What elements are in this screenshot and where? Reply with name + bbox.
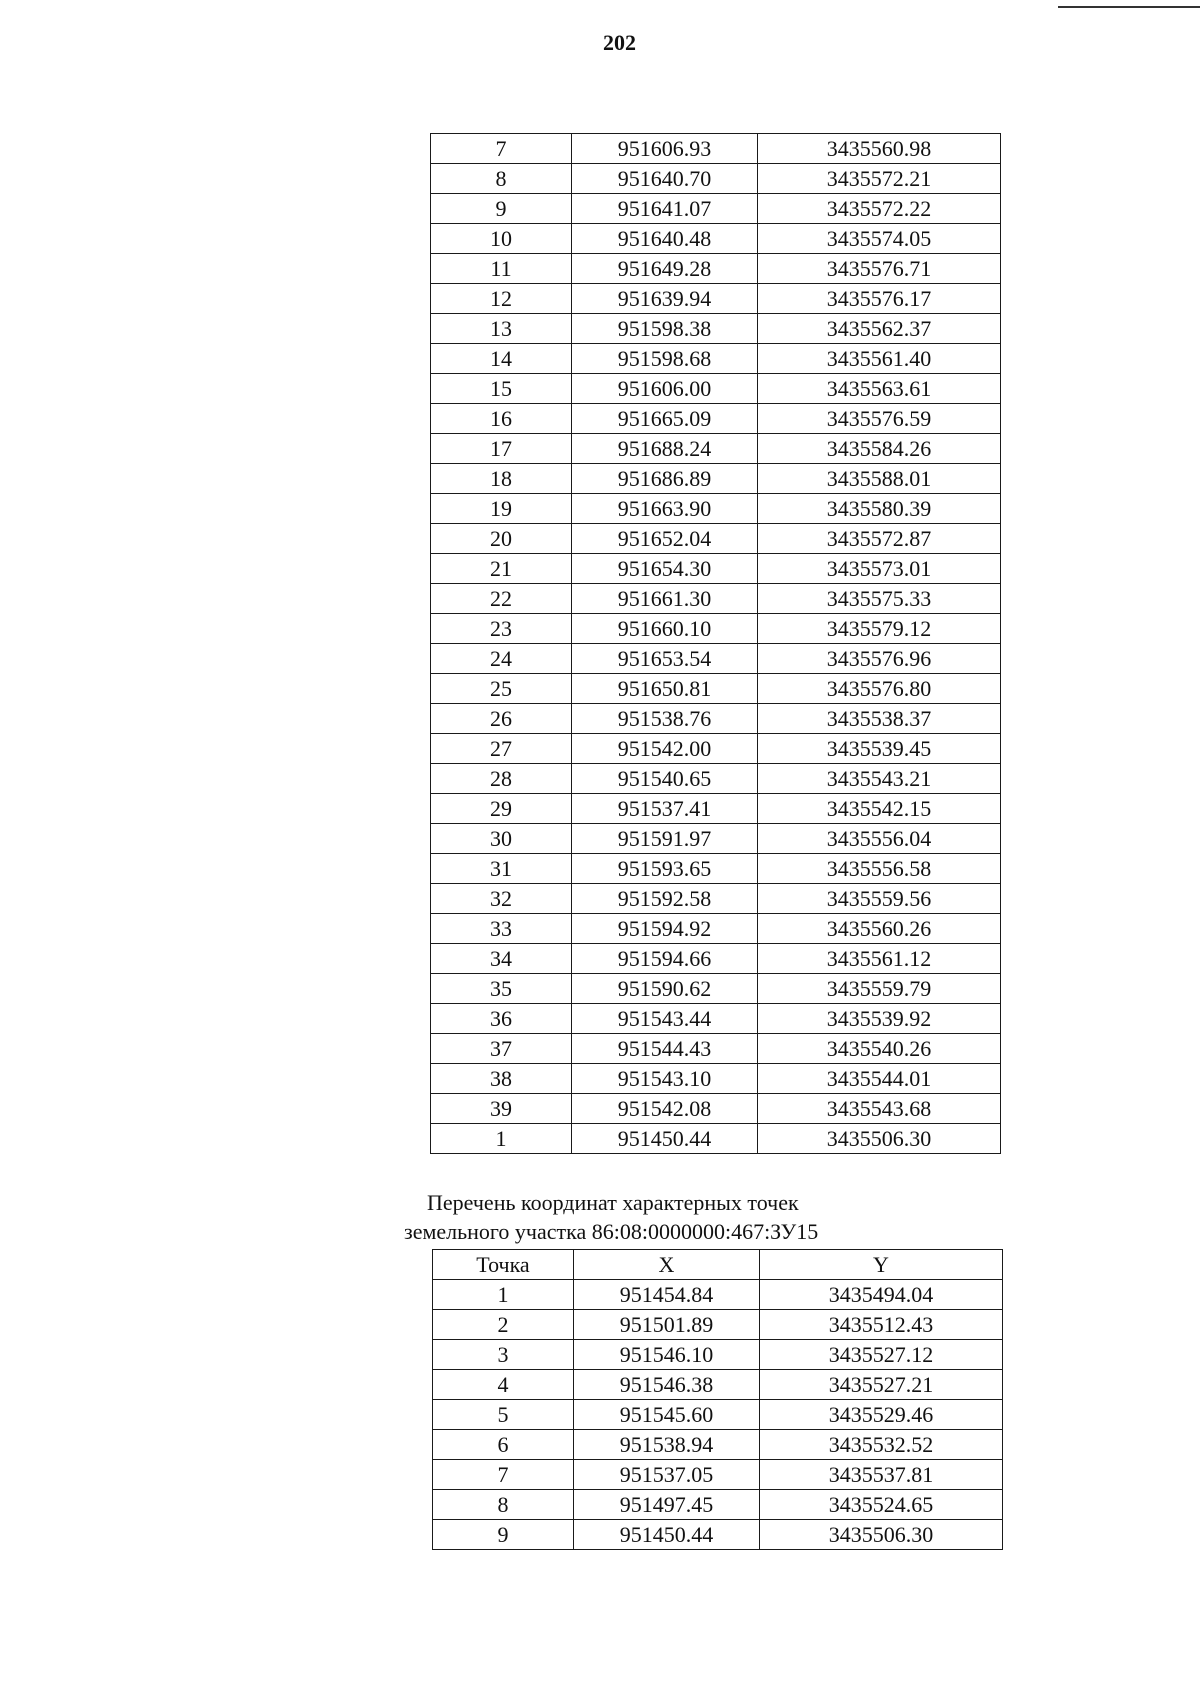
cell-point: 36	[431, 1004, 572, 1034]
table-row	[431, 1094, 1001, 1124]
table-row	[431, 554, 1001, 584]
table-row	[431, 1004, 1001, 1034]
table-row	[431, 974, 1001, 1004]
cell-x: 951639.94	[572, 284, 758, 314]
cell-x: 951688.24	[572, 434, 758, 464]
cell-y: 3435506.30	[760, 1520, 1003, 1550]
cell-x: 951537.05	[574, 1460, 760, 1490]
cell-y: 3435562.37	[758, 314, 1001, 344]
coordinates-table-continued	[430, 133, 1001, 1154]
cell-x: 951546.38	[574, 1370, 760, 1400]
cell-point: 39	[431, 1094, 572, 1124]
cell-y: 3435584.26	[758, 434, 1001, 464]
cell-x: 951594.66	[572, 944, 758, 974]
cell-point: 20	[431, 524, 572, 554]
table-caption-line-1: Перечень координат характерных точек	[427, 1190, 799, 1215]
table-row	[431, 734, 1001, 764]
table-row	[433, 1460, 1003, 1490]
cell-y: 3435527.21	[760, 1370, 1003, 1400]
table-row	[433, 1370, 1003, 1400]
cell-y: 3435527.12	[760, 1340, 1003, 1370]
table-row	[433, 1430, 1003, 1460]
cell-point: 27	[431, 734, 572, 764]
cell-point: 7	[433, 1460, 574, 1490]
cell-point: 7	[431, 134, 572, 164]
cell-y: 3435539.45	[758, 734, 1001, 764]
header-x: X	[574, 1250, 760, 1280]
cell-point: 3	[433, 1340, 574, 1370]
cell-y: 3435572.87	[758, 524, 1001, 554]
table-row	[431, 1064, 1001, 1094]
cell-y: 3435576.17	[758, 284, 1001, 314]
table-header-row	[433, 1250, 1003, 1280]
cell-x: 951649.28	[572, 254, 758, 284]
cell-point: 28	[431, 764, 572, 794]
table-row	[433, 1490, 1003, 1520]
cell-point: 16	[431, 404, 572, 434]
cell-x: 951497.45	[574, 1490, 760, 1520]
cell-y: 3435559.79	[758, 974, 1001, 1004]
cell-point: 24	[431, 644, 572, 674]
table-row	[431, 884, 1001, 914]
table-caption-line-2: земельного участка 86:08:0000000:467:ЗУ15	[404, 1219, 819, 1244]
table-row	[431, 284, 1001, 314]
cell-point: 17	[431, 434, 572, 464]
cell-point: 22	[431, 584, 572, 614]
cell-x: 951593.65	[572, 854, 758, 884]
cell-point: 33	[431, 914, 572, 944]
cell-point: 1	[433, 1280, 574, 1310]
cell-point: 12	[431, 284, 572, 314]
table-row	[431, 1124, 1001, 1154]
cell-point: 14	[431, 344, 572, 374]
cell-y: 3435588.01	[758, 464, 1001, 494]
table-row	[431, 914, 1001, 944]
cell-x: 951606.93	[572, 134, 758, 164]
cell-x: 951542.08	[572, 1094, 758, 1124]
page-number: 202	[603, 30, 636, 55]
cell-x: 951545.60	[574, 1400, 760, 1430]
cell-y: 3435576.59	[758, 404, 1001, 434]
cell-point: 34	[431, 944, 572, 974]
table-row	[431, 464, 1001, 494]
cell-x: 951543.10	[572, 1064, 758, 1094]
cell-y: 3435538.37	[758, 704, 1001, 734]
cell-x: 951542.00	[572, 734, 758, 764]
cell-point: 6	[433, 1430, 574, 1460]
cell-point: 2	[433, 1310, 574, 1340]
cell-point: 15	[431, 374, 572, 404]
table-row	[433, 1520, 1003, 1550]
cell-x: 951660.10	[572, 614, 758, 644]
table-row	[431, 494, 1001, 524]
cell-x: 951653.54	[572, 644, 758, 674]
cell-point: 26	[431, 704, 572, 734]
cell-x: 951665.09	[572, 404, 758, 434]
cell-y: 3435575.33	[758, 584, 1001, 614]
cell-x: 951686.89	[572, 464, 758, 494]
table-row	[433, 1310, 1003, 1340]
table-row	[431, 194, 1001, 224]
cell-point: 32	[431, 884, 572, 914]
cell-x: 951540.65	[572, 764, 758, 794]
table-row	[433, 1340, 1003, 1370]
cell-x: 951661.30	[572, 584, 758, 614]
cell-y: 3435556.58	[758, 854, 1001, 884]
cell-x: 951591.97	[572, 824, 758, 854]
table-row	[431, 134, 1001, 164]
cell-point: 8	[431, 164, 572, 194]
header-point: Точка	[433, 1250, 574, 1280]
cell-point: 4	[433, 1370, 574, 1400]
cell-y: 3435543.68	[758, 1094, 1001, 1124]
coordinates-table-body	[433, 1280, 1003, 1550]
table-row	[431, 944, 1001, 974]
cell-y: 3435539.92	[758, 1004, 1001, 1034]
cell-y: 3435542.15	[758, 794, 1001, 824]
cell-point: 13	[431, 314, 572, 344]
cell-x: 951654.30	[572, 554, 758, 584]
cell-y: 3435561.40	[758, 344, 1001, 374]
cell-y: 3435560.26	[758, 914, 1001, 944]
cell-y: 3435572.22	[758, 194, 1001, 224]
cell-point: 19	[431, 494, 572, 524]
cell-y: 3435506.30	[758, 1124, 1001, 1154]
cell-point: 38	[431, 1064, 572, 1094]
table-row	[431, 314, 1001, 344]
cell-y: 3435544.01	[758, 1064, 1001, 1094]
cell-x: 951606.00	[572, 374, 758, 404]
cell-point: 35	[431, 974, 572, 1004]
cell-x: 951538.94	[574, 1430, 760, 1460]
cell-point: 18	[431, 464, 572, 494]
table-row	[431, 224, 1001, 254]
table-row	[433, 1280, 1003, 1310]
cell-x: 951450.44	[572, 1124, 758, 1154]
cell-y: 3435559.56	[758, 884, 1001, 914]
corner-rule	[1058, 6, 1200, 8]
cell-x: 951543.44	[572, 1004, 758, 1034]
cell-x: 951546.10	[574, 1340, 760, 1370]
cell-y: 3435532.52	[760, 1430, 1003, 1460]
cell-y: 3435580.39	[758, 494, 1001, 524]
cell-y: 3435494.04	[760, 1280, 1003, 1310]
cell-x: 951663.90	[572, 494, 758, 524]
table-row	[431, 374, 1001, 404]
cell-y: 3435512.43	[760, 1310, 1003, 1340]
table-row	[431, 704, 1001, 734]
cell-y: 3435563.61	[758, 374, 1001, 404]
cell-point: 1	[431, 1124, 572, 1154]
table-row	[431, 644, 1001, 674]
table-row	[431, 1034, 1001, 1064]
cell-x: 951641.07	[572, 194, 758, 224]
table-row	[431, 344, 1001, 374]
coordinates-table-zu15	[432, 1249, 1003, 1550]
cell-point: 10	[431, 224, 572, 254]
table-row	[431, 254, 1001, 284]
cell-x: 951454.84	[574, 1280, 760, 1310]
cell-x: 951650.81	[572, 674, 758, 704]
cell-x: 951652.04	[572, 524, 758, 554]
cell-y: 3435576.96	[758, 644, 1001, 674]
table-row	[431, 584, 1001, 614]
cell-point: 31	[431, 854, 572, 884]
table-row	[431, 164, 1001, 194]
table-row	[431, 614, 1001, 644]
cell-y: 3435573.01	[758, 554, 1001, 584]
cell-point: 9	[431, 194, 572, 224]
cell-x: 951598.68	[572, 344, 758, 374]
cell-y: 3435543.21	[758, 764, 1001, 794]
cell-point: 23	[431, 614, 572, 644]
cell-x: 951640.48	[572, 224, 758, 254]
cell-y: 3435576.71	[758, 254, 1001, 284]
cell-y: 3435576.80	[758, 674, 1001, 704]
cell-point: 8	[433, 1490, 574, 1520]
table-row	[431, 764, 1001, 794]
table-row	[431, 674, 1001, 704]
coordinates-table-body	[431, 134, 1001, 1154]
header-y: Y	[760, 1250, 1003, 1280]
cell-point: 37	[431, 1034, 572, 1064]
cell-point: 30	[431, 824, 572, 854]
cell-y: 3435561.12	[758, 944, 1001, 974]
cell-y: 3435529.46	[760, 1400, 1003, 1430]
cell-x: 951590.62	[572, 974, 758, 1004]
cell-x: 951544.43	[572, 1034, 758, 1064]
table-row	[431, 824, 1001, 854]
cell-point: 5	[433, 1400, 574, 1430]
table-row	[431, 524, 1001, 554]
cell-y: 3435579.12	[758, 614, 1001, 644]
cell-point: 25	[431, 674, 572, 704]
table-row	[433, 1400, 1003, 1430]
cell-y: 3435560.98	[758, 134, 1001, 164]
cell-x: 951538.76	[572, 704, 758, 734]
cell-x: 951450.44	[574, 1520, 760, 1550]
cell-y: 3435537.81	[760, 1460, 1003, 1490]
cell-point: 21	[431, 554, 572, 584]
cell-point: 9	[433, 1520, 574, 1550]
table-row	[431, 854, 1001, 884]
cell-y: 3435556.04	[758, 824, 1001, 854]
cell-y: 3435572.21	[758, 164, 1001, 194]
cell-point: 29	[431, 794, 572, 824]
table-row	[431, 794, 1001, 824]
cell-y: 3435524.65	[760, 1490, 1003, 1520]
cell-x: 951537.41	[572, 794, 758, 824]
cell-x: 951501.89	[574, 1310, 760, 1340]
table-row	[431, 434, 1001, 464]
cell-x: 951598.38	[572, 314, 758, 344]
cell-y: 3435574.05	[758, 224, 1001, 254]
table-row	[431, 404, 1001, 434]
cell-y: 3435540.26	[758, 1034, 1001, 1064]
cell-x: 951594.92	[572, 914, 758, 944]
cell-x: 951640.70	[572, 164, 758, 194]
cell-x: 951592.58	[572, 884, 758, 914]
cell-point: 11	[431, 254, 572, 284]
